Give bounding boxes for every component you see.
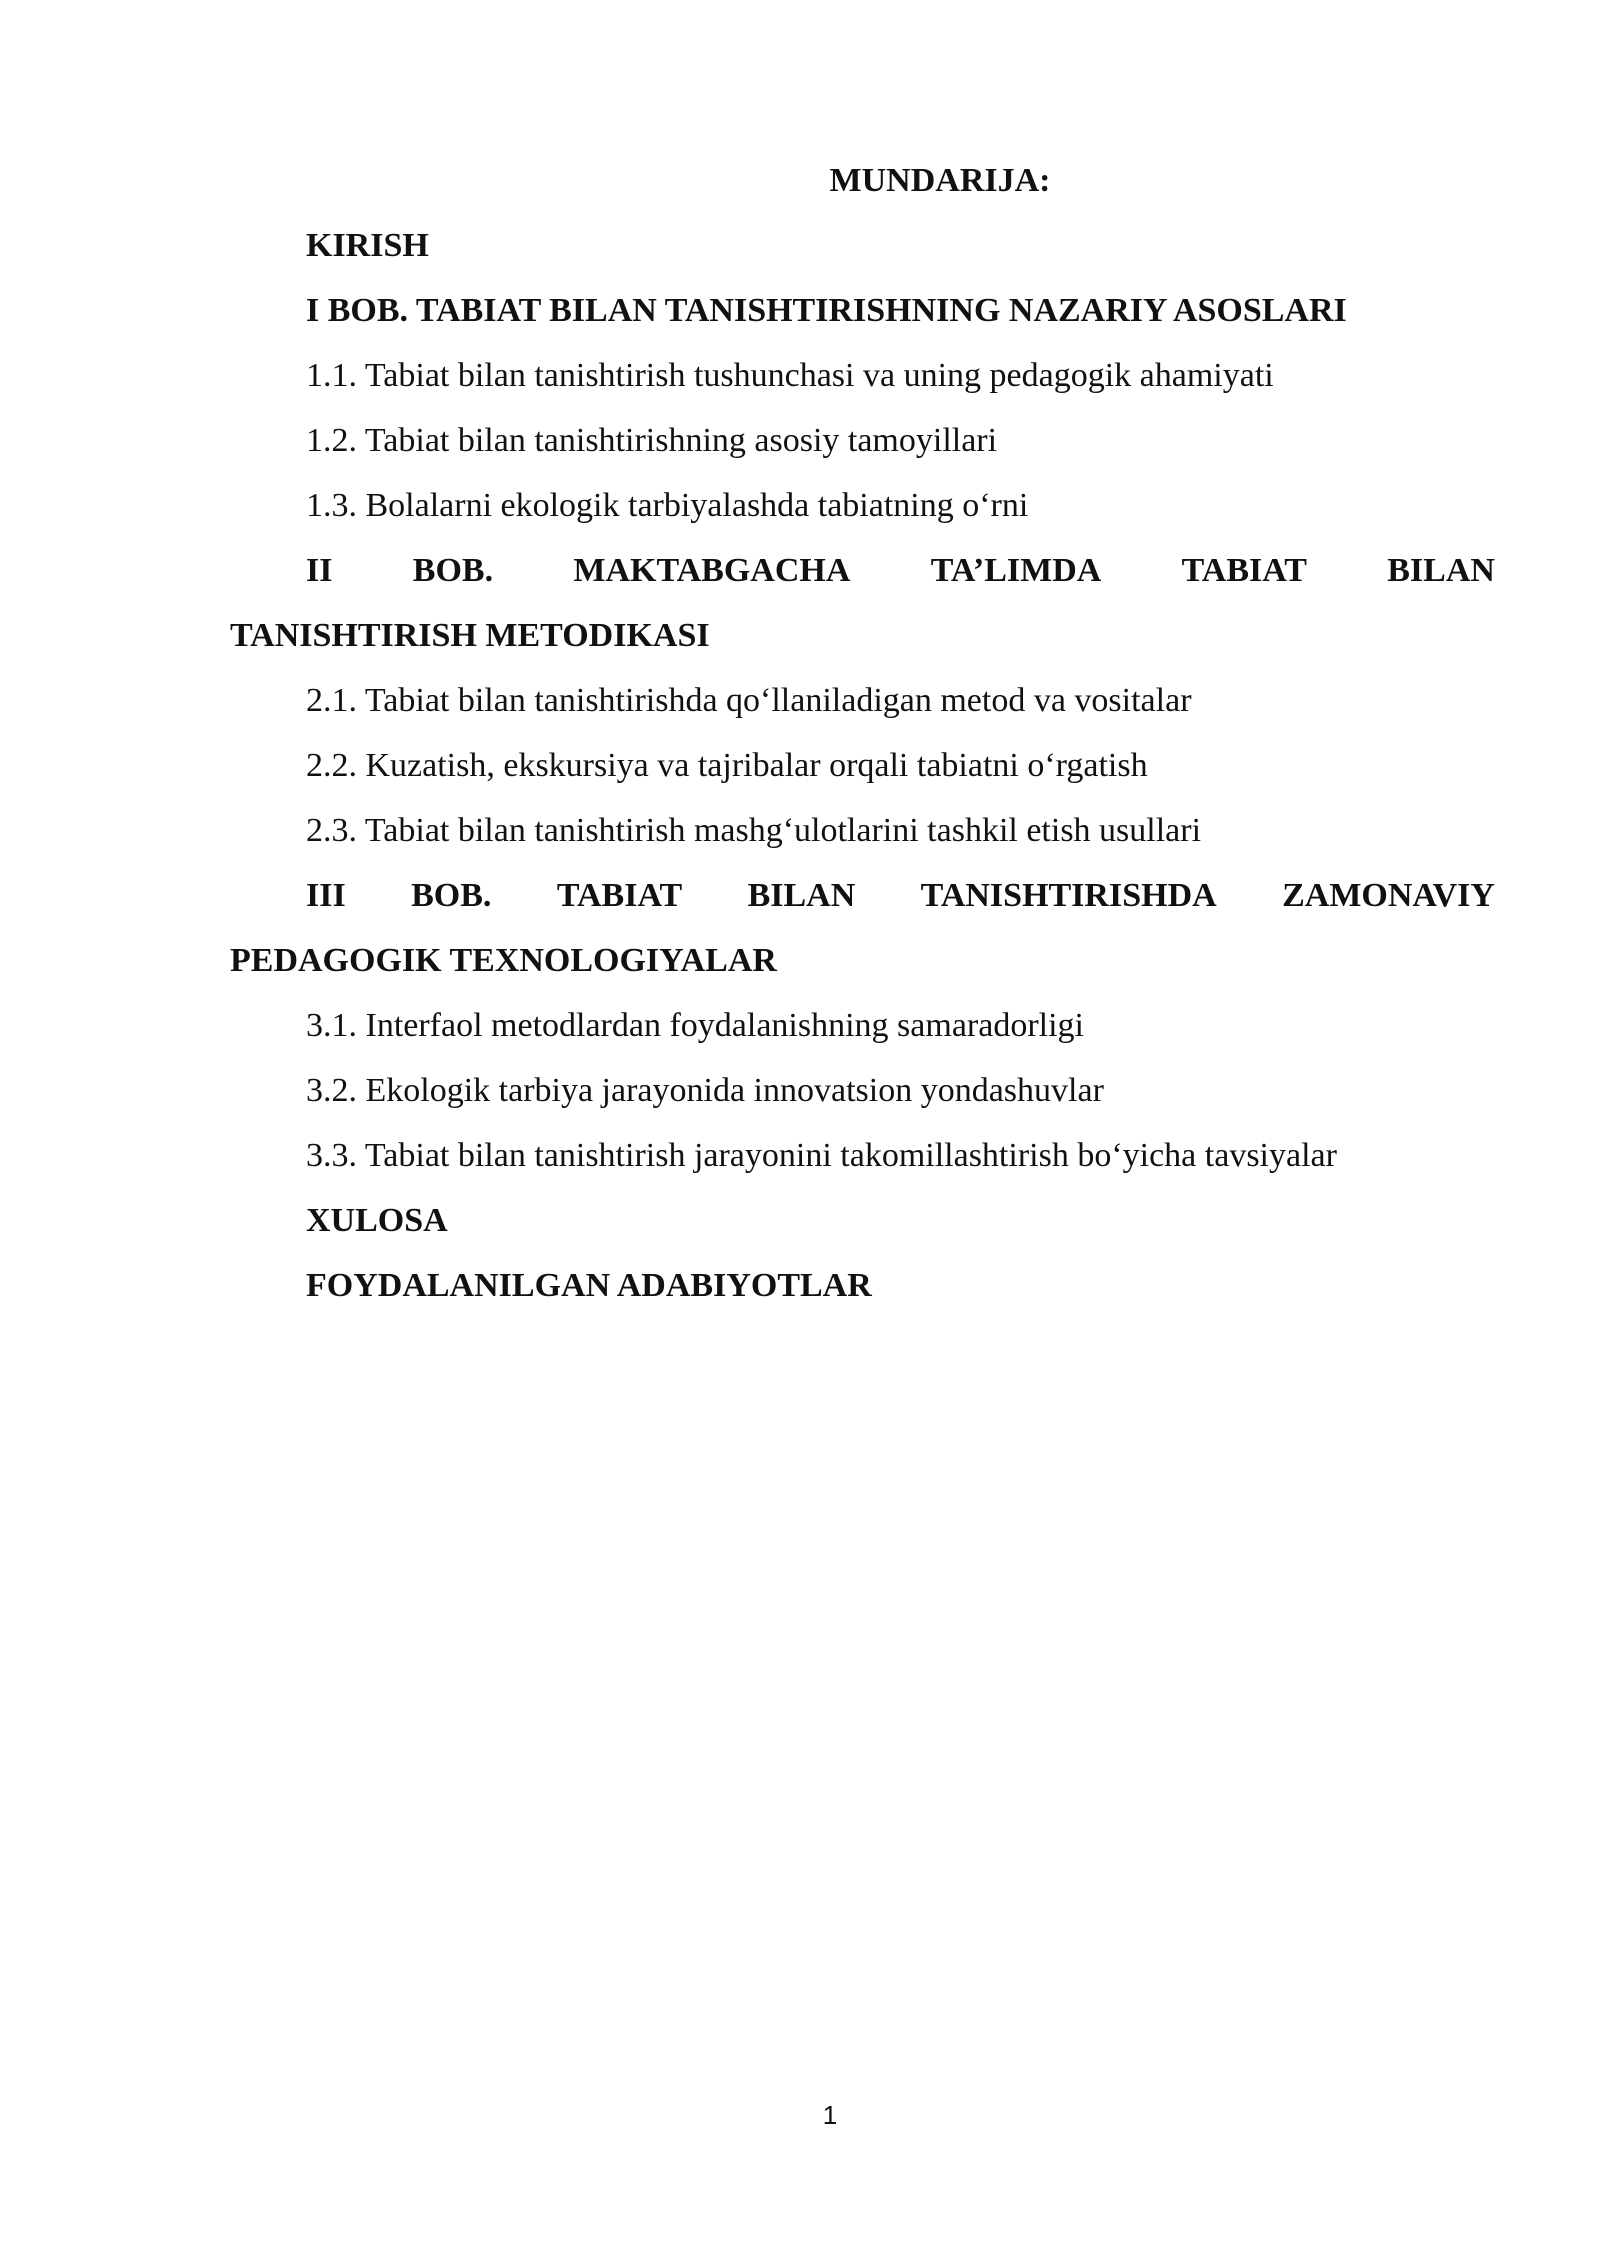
toc-chapter-2-word: TABIAT	[1181, 552, 1307, 589]
toc-references: FOYDALANILGAN ADABIYOTLAR	[306, 1267, 872, 1304]
toc-section-3-3: 3.3. Tabiat bilan tanishtirish jarayonini takomillashtirish bo‘yicha tavsiyalar	[306, 1137, 1337, 1174]
toc-chapter-1-title: I BOB. TABIAT BILAN TANISHTIRISHNING NAZARIY ASOSLARI	[306, 292, 1347, 329]
page-number: 1	[822, 2100, 838, 2130]
toc-chapter-2-title-continued: TANISHTIRISH METODIKASI	[230, 617, 710, 654]
toc-section-1-2: 1.2. Tabiat bilan tanishtirishning asosiy tamoyillari	[306, 422, 998, 459]
toc-chapter-3-word: TANISHTIRISHDA	[920, 877, 1217, 914]
toc-chapter-2-word: MAKTABGACHA	[573, 552, 851, 589]
toc-section-3-2: 3.2. Ekologik tarbiya jarayonida innovatsion yondashuvlar	[306, 1072, 1104, 1109]
toc-section-2-3: 2.3. Tabiat bilan tanishtirish mashg‘ulotlarini tashkil etish usullari	[306, 812, 1202, 849]
toc-chapter-2-word: BOB.	[412, 552, 494, 589]
toc-conclusion: XULOSA	[306, 1202, 448, 1239]
toc-chapter-3-word: BOB.	[411, 877, 492, 914]
toc-intro: KIRISH	[306, 227, 429, 264]
toc-title: MUNDARIJA:	[829, 162, 1051, 199]
toc-chapter-3-word: TABIAT	[556, 877, 683, 914]
toc-section-1-1: 1.1. Tabiat bilan tanishtirish tushunchasi va uning pedagogik ahamiyati	[306, 357, 1274, 394]
toc-section-3-1: 3.1. Interfaol metodlardan foydalanishning samaradorligi	[306, 1007, 1084, 1044]
table-of-contents	[230, 148, 1495, 1318]
toc-chapter-2-title	[230, 538, 1495, 603]
toc-chapter-3-title	[230, 863, 1495, 928]
toc-chapter-3-title-continued: PEDAGOGIK TEXNOLOGIYALAR	[230, 942, 777, 979]
toc-chapter-3-word: ZAMONAVIY	[1282, 877, 1495, 914]
toc-section-2-2: 2.2. Kuzatish, ekskursiya va tajribalar orqali tabiatni o‘rgatish	[306, 747, 1148, 784]
toc-chapter-2-word: BILAN	[1387, 552, 1495, 589]
toc-section-1-3: 1.3. Bolalarni ekologik tarbiyalashda tabiatning o‘rni	[306, 487, 1029, 524]
toc-chapter-2-word: II	[306, 552, 333, 589]
toc-chapter-3-word: BILAN	[747, 877, 856, 914]
toc-chapter-2-word: TA’LIMDA	[930, 552, 1102, 589]
toc-section-2-1: 2.1. Tabiat bilan tanishtirishda qo‘llaniladigan metod va vositalar	[306, 682, 1192, 719]
toc-chapter-3-word: III	[306, 877, 346, 914]
